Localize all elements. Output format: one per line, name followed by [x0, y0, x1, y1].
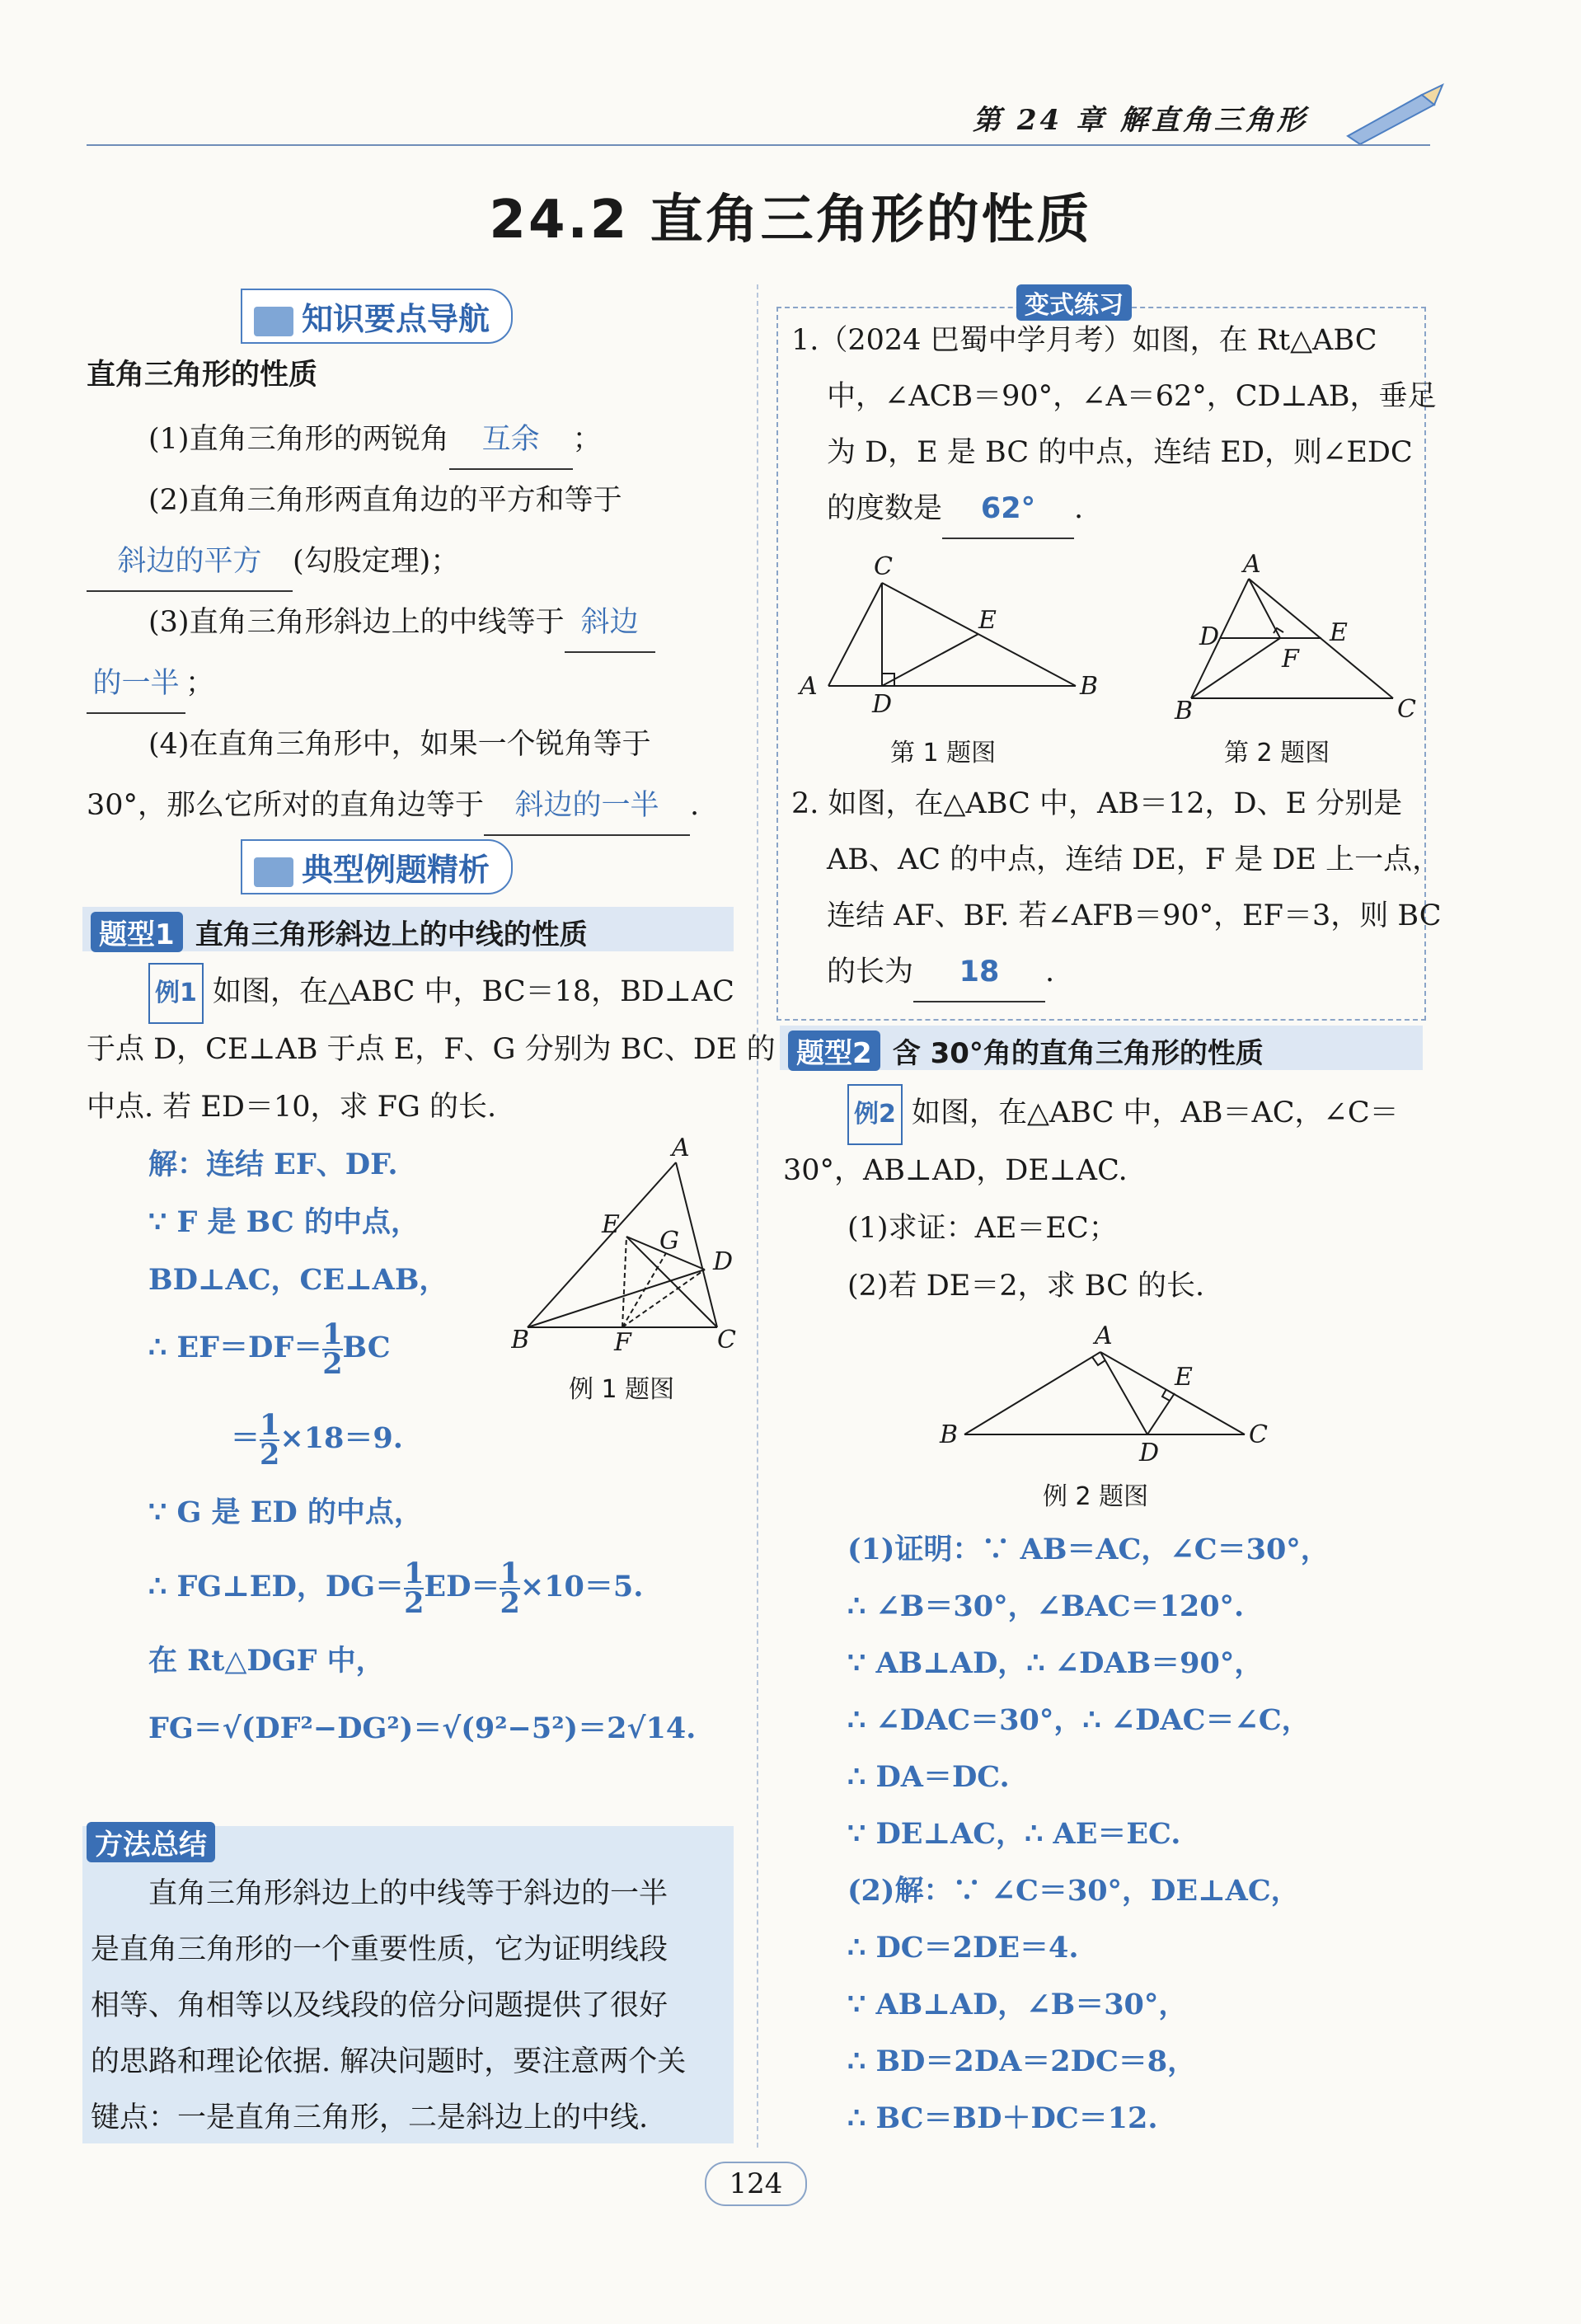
- ex2-sol-2: ∴ ∠B＝30°，∠BAC＝120°.: [847, 1589, 1245, 1623]
- q2-line-4: 的长为 18 .: [827, 943, 1054, 1002]
- type1-tag: 题型1: [91, 912, 183, 952]
- ex1-label-E: E: [602, 1210, 620, 1239]
- ex2-sol-8: ∴ DC＝2DE＝4.: [847, 1931, 1079, 1965]
- q2-label-A: A: [1243, 554, 1261, 579]
- ex1-sol-1: 解：连结 EF、DF.: [148, 1148, 398, 1181]
- q1-caption: 第 1 题图: [890, 739, 997, 768]
- ex2-line-1: 例2 如图，在△ABC 中，AB＝AC，∠C＝: [847, 1084, 1399, 1145]
- ex2-figure: [931, 1319, 1286, 1467]
- ex1-label-F: F: [614, 1328, 631, 1352]
- kp-title: 直角三角形的性质: [87, 359, 318, 392]
- method-line-5: 键点：一是直角三角形，二是斜边上的中线.: [91, 2101, 649, 2134]
- q2-line-3: 连结 AF、BF. 若∠AFB＝90°，EF＝3，则 BC: [827, 899, 1442, 932]
- q1-figure: [795, 554, 1109, 719]
- ex1-line-3: 中点. 若 ED＝10，求 FG 的长.: [87, 1091, 497, 1124]
- ex1-label-A: A: [672, 1138, 690, 1162]
- ex1-label-C: C: [717, 1326, 736, 1352]
- q1-label-C: C: [874, 554, 893, 581]
- ex1-label-G: G: [659, 1227, 679, 1256]
- pointer-icon: [254, 857, 293, 887]
- q2-line-2: AB、AC 的中点，连结 DE，F 是 DE 上一点，: [827, 843, 1442, 876]
- lightbulb-icon: [254, 307, 293, 336]
- ex1-sol-9: FG＝√(DF²−DG²)＝√(9²−5²)＝2√14.: [148, 1711, 697, 1745]
- pencil-icon: [1331, 78, 1447, 144]
- practice-tag: 变式练习: [1016, 284, 1132, 321]
- method-tag: 方法总结: [87, 1822, 215, 1862]
- ex2-sol-6: ∵ DE⊥AC，∴ AE＝EC.: [847, 1817, 1181, 1851]
- method-line-4: 的思路和理论依据. 解决问题时，要注意两个关: [91, 2045, 687, 2078]
- ex2-line-2: 30°，AB⊥AD，DE⊥AC.: [783, 1154, 1128, 1187]
- type2-bar: [780, 1026, 1423, 1070]
- column-divider: [757, 284, 758, 2148]
- q1-label-D: D: [872, 690, 893, 719]
- type1-bar: [82, 907, 734, 951]
- q2-figure: [1150, 554, 1422, 727]
- ex1-sol-3: BD⊥AC，CE⊥AB，: [148, 1263, 448, 1297]
- ex2-sol-3: ∵ AB⊥AD，∴ ∠DAB＝90°，: [847, 1646, 1264, 1680]
- kp-item-3a: (3)直角三角形斜边上的中线等于 斜边: [148, 594, 655, 653]
- method-line-3: 相等、角相等以及线段的倍分问题提供了很好: [91, 1989, 669, 2022]
- q2-label-D: D: [1199, 622, 1220, 651]
- kp-item-1: (1)直角三角形的两锐角 互余 ；: [148, 411, 602, 470]
- kp-item-4a: (4)在直角三角形中，如果一个锐角等于: [148, 728, 651, 761]
- ex2-sol-7: (2)解：∵ ∠C＝30°，DE⊥AC，: [847, 1874, 1300, 1908]
- ex1-line-1: 例1 如图，在△ABC 中，BC＝18，BD⊥AC: [148, 963, 734, 1024]
- q1-label-A: A: [800, 672, 818, 701]
- ex2-caption: 例 2 题图: [1043, 1482, 1149, 1511]
- ex2-tag: 例2: [847, 1084, 903, 1145]
- q2-label-F: F: [1282, 645, 1299, 674]
- ex2-sol-5: ∴ DA＝DC.: [847, 1760, 1010, 1794]
- ex1-caption: 例 1 题图: [569, 1375, 675, 1404]
- chapter-header: 第 24 章 解直角三角形: [973, 104, 1308, 137]
- page-number: 124: [705, 2162, 807, 2206]
- q1-label-B: B: [1080, 672, 1099, 701]
- ex2-sol-4: ∴ ∠DAC＝30°，∴ ∠DAC＝∠C，: [847, 1703, 1311, 1737]
- q2-caption: 第 2 题图: [1224, 739, 1330, 768]
- ex2-line-3: (1)求证：AE＝EC；: [847, 1212, 1118, 1245]
- ex1-label-B: B: [511, 1326, 530, 1352]
- ex2-label-A: A: [1095, 1322, 1113, 1350]
- type2-tag: 题型2: [788, 1031, 880, 1071]
- q1-line-2: 中，∠ACB＝90°，∠A＝62°，CD⊥AB，垂足: [827, 380, 1437, 413]
- kp-item-2a: (2)直角三角形两直角边的平方和等于: [148, 484, 622, 517]
- ex1-line-2: 于点 D，CE⊥AB 于点 E，F、G 分别为 BC、DE 的: [87, 1033, 776, 1066]
- ex2-sol-1: (1)证明：∵ AB＝AC，∠C＝30°，: [847, 1533, 1330, 1566]
- ex2-line-4: (2)若 DE＝2，求 BC 的长.: [847, 1270, 1205, 1303]
- ex1-sol-8: 在 Rt△DGF 中，: [148, 1644, 385, 1678]
- ex1-sol-2: ∵ F 是 BC 的中点，: [148, 1205, 420, 1239]
- q2-label-B: B: [1175, 697, 1194, 725]
- ex1-tag: 例1: [148, 963, 204, 1024]
- ex1-figure: [511, 1138, 750, 1352]
- ex2-label-E: E: [1175, 1363, 1193, 1392]
- method-line-1: 直角三角形斜边上的中线等于斜边的一半: [148, 1877, 669, 1910]
- ex1-sol-7: ∴ FG⊥ED，DG＝ $\frac{1}{2}$ ED＝ $\frac{1}{2}$ ×10＝5.: [148, 1556, 644, 1620]
- ex2-label-D: D: [1139, 1439, 1160, 1467]
- page-title: 24.2 直角三角形的性质: [489, 190, 1092, 251]
- q1-line-1: 1.（2024 巴蜀中学月考）如图，在 Rt△ABC: [791, 324, 1377, 357]
- ex1-sol-5: ＝ $\frac{1}{2}$ ×18＝9.: [231, 1407, 403, 1472]
- q2-line-1: 2. 如图，在△ABC 中，AB＝12，D、E 分别是: [791, 787, 1403, 820]
- ex2-label-C: C: [1249, 1420, 1268, 1449]
- header-rule: [87, 144, 1430, 146]
- knowledge-nav-heading: 知识要点导航: [241, 289, 513, 344]
- ex2-label-B: B: [940, 1420, 959, 1449]
- kp-item-2b: 斜边的平方 (勾股定理)；: [87, 533, 459, 592]
- q1-line-3: 为 D，E 是 BC 的中点，连结 ED，则∠EDC: [827, 436, 1413, 469]
- q2-label-E: E: [1330, 618, 1348, 647]
- q1-line-4: 的度数是 62° .: [827, 480, 1083, 539]
- type2-title: 含 30°角的直角三角形的性质: [892, 1037, 1264, 1070]
- ex2-sol-10: ∴ BD＝2DA＝2DC＝8，: [847, 2045, 1197, 2078]
- ex1-sol-4: ∴ EF＝DF＝ $\frac{1}{2}$ BC: [148, 1317, 391, 1381]
- kp-item-4b: 30°，那么它所对的直角边等于 斜边的一半 .: [87, 777, 699, 836]
- kp-item-3b: 的一半 ；: [87, 655, 214, 714]
- typical-heading: 典型例题精析: [241, 839, 513, 894]
- q2-label-C: C: [1397, 695, 1416, 724]
- type1-title: 直角三角形斜边上的中线的性质: [195, 918, 588, 951]
- q1-label-E: E: [978, 606, 997, 635]
- method-line-2: 是直角三角形的一个重要性质，它为证明线段: [91, 1933, 669, 1966]
- ex2-sol-11: ∴ BC＝BD＋DC＝12.: [847, 2101, 1158, 2135]
- ex1-label-D: D: [713, 1247, 734, 1276]
- ex2-sol-9: ∵ AB⊥AD，∠B＝30°，: [847, 1988, 1188, 2021]
- ex1-sol-6: ∵ G 是 ED 的中点，: [148, 1495, 423, 1529]
